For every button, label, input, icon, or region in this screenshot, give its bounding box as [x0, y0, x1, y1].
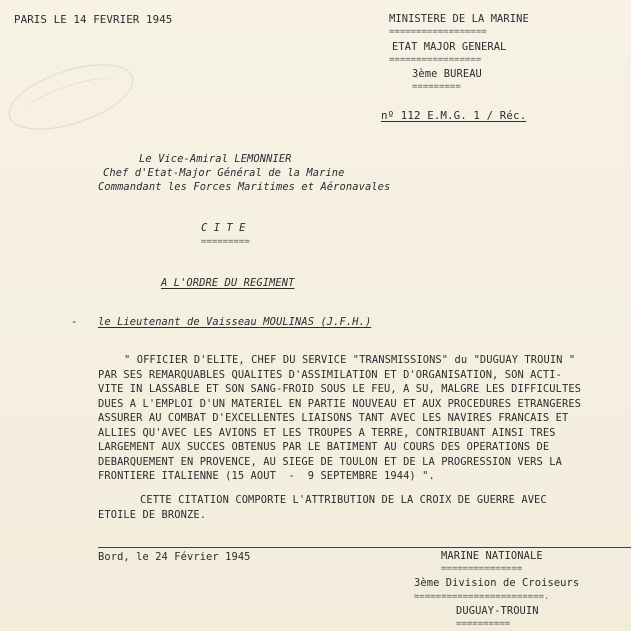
order-heading: A L'ORDRE DU REGIMENT — [161, 277, 295, 289]
footer-division-separator: ========================. — [414, 592, 550, 602]
ministry-name: MINISTERE DE LA MARINE — [389, 13, 529, 25]
staff-separator: ================= — [389, 55, 482, 65]
footer-place-date: Bord, le 24 Février 1945 — [98, 551, 251, 563]
staff-name: ETAT MAJOR GENERAL — [392, 41, 507, 53]
citation-line: PAR SES REMARQUABLES QUALITES D'ASSIMILATION ET D'ORGANISATION, SON ACTI- — [98, 369, 562, 381]
citation-line: FRONTIERE ITALIENNE (15 AOUT - 9 SEPTEMBRE 1944) ". — [98, 470, 435, 482]
award-line: ETOILE DE BRONZE. — [98, 509, 207, 521]
bureau-name: 3ème BUREAU — [412, 68, 482, 80]
citation-line: " OFFICIER D'ELITE, CHEF DU SERVICE "TRANSMISSIONS" du "DUGUAY TROUIN " — [124, 354, 576, 366]
ministry-separator: ================== — [389, 27, 487, 37]
honoree-bullet: - — [71, 316, 78, 328]
signatory-command: Commandant les Forces Maritimes et Aéronavales — [98, 181, 391, 193]
award-line: CETTE CITATION COMPORTE L'ATTRIBUTION DE LA CROIX DE GUERRE AVEC — [140, 494, 547, 506]
footer-ship-separator: ========== — [456, 619, 511, 629]
faded-stamp-imprint — [1, 51, 141, 143]
citation-line: ALLIES QU'AVEC LES AVIONS ET LES TROUPES A TERRE, CONTRIBUANT AINSI TRES — [98, 427, 556, 439]
signatory-title: Chef d'Etat-Major Général de la Marine — [103, 167, 345, 179]
footer-rule — [98, 547, 631, 548]
citation-line: VITE IN LASSABLE ET SON SANG-FROID SOUS LE FEU, A SU, MALGRE LES DIFFICULTES — [98, 383, 582, 395]
header-place-date: PARIS LE 14 FEVRIER 1945 — [14, 13, 173, 26]
footer-division: 3ème Division de Croiseurs — [414, 577, 580, 589]
reference-number: nº 112 E.M.G. 1 / Réc. — [381, 109, 527, 122]
citation-line: ASSURER AU COMBAT D'EXCELLENTES LIAISONS TANT AVEC LES NAVIRES FRANCAIS ET — [98, 412, 569, 424]
signatory-name: Le Vice-Amiral LEMONNIER — [139, 153, 292, 165]
cite-heading: C I T E — [201, 222, 246, 234]
cite-separator: ========= — [201, 237, 250, 247]
citation-line: DEBARQUEMENT EN PROVENCE, AU SIEGE DE TOULON ET DE LA PROGRESSION VERS LA — [98, 456, 562, 468]
footer-marine-separator: =============== — [441, 564, 523, 574]
citation-line: DUES A L'EMPLOI D'UN MATERIEL EN PARTIE NOUVEAU ET AUX PROCEDURES ETRANGERES — [98, 398, 582, 410]
citation-line: LARGEMENT AUX SUCCES OBTENUS PAR LE BATIMENT AU COURS DES OPERATIONS DE — [98, 441, 550, 453]
footer-marine: MARINE NATIONALE — [441, 550, 543, 562]
bureau-separator: ========= — [412, 82, 461, 92]
footer-ship: DUGUAY-TROUIN — [456, 605, 539, 617]
honoree-name: le Lieutenant de Vaisseau MOULINAS (J.F.H.) — [98, 316, 372, 328]
